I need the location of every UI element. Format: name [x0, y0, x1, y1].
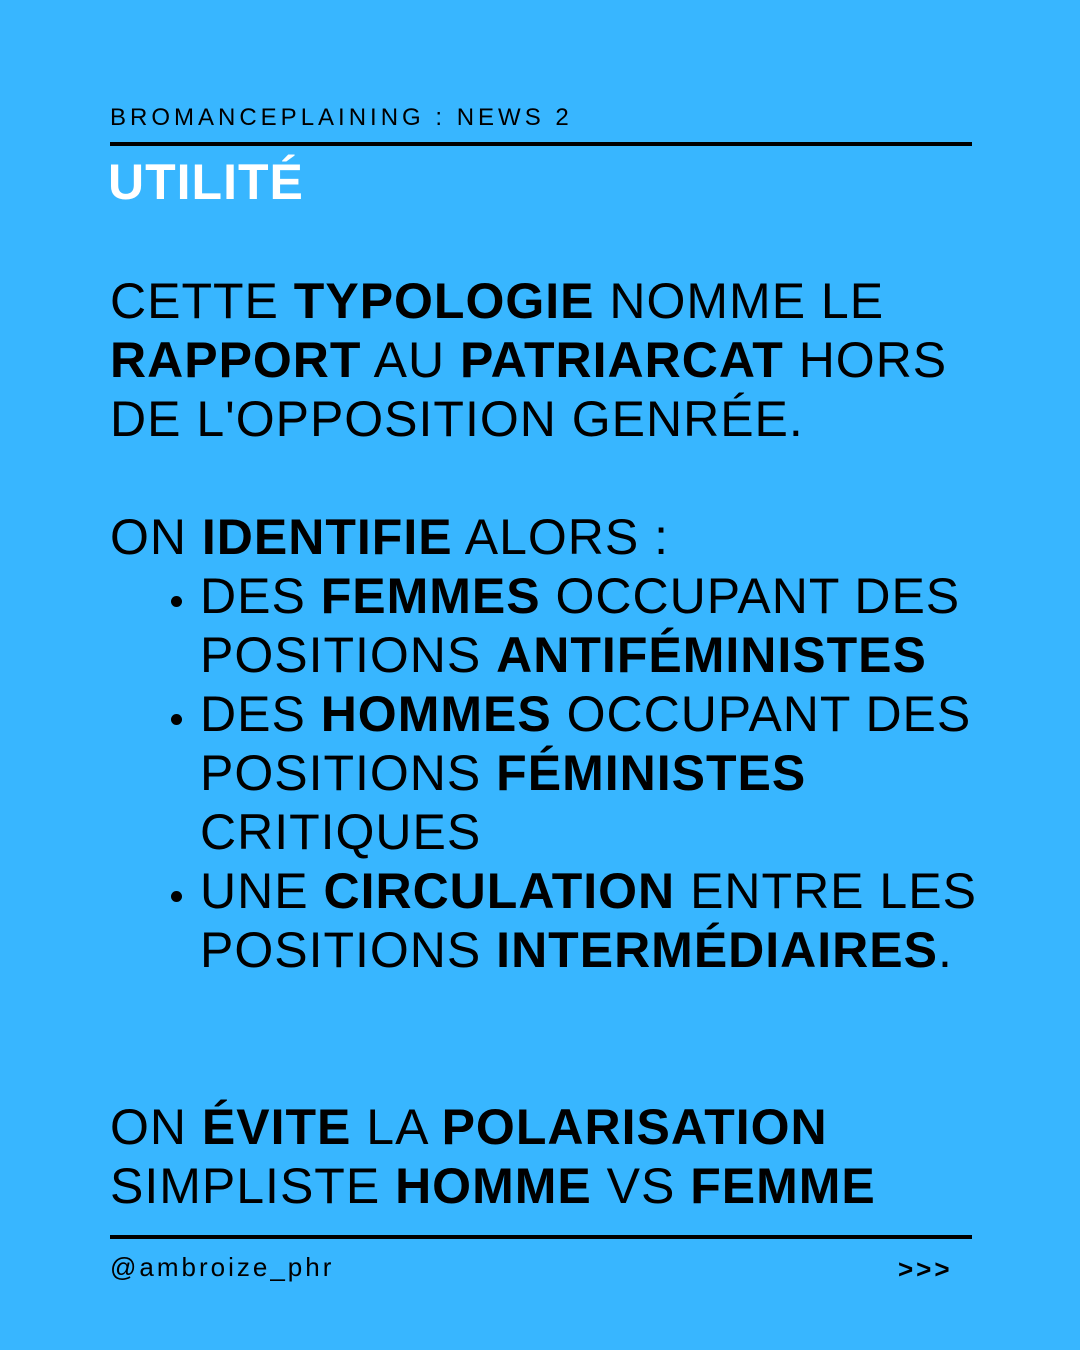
paragraph-conclusion: ON ÉVITE LA POLARISATION SIMPLISTE HOMME VS FEMME [110, 1099, 876, 1214]
list-item: • UNE CIRCULATION ENTRE LES POSITIONS INTERMÉDIAIRES. [200, 862, 1030, 980]
author-handle: @ambroize_phr [110, 1252, 335, 1282]
bullet-list [160, 567, 1030, 980]
next-arrow-indicator: >>> [898, 1254, 953, 1284]
series-label: BROMANCEPLAINING : NEWS 2 [110, 104, 573, 131]
page-title: UTILITÉ [108, 154, 304, 210]
list-item: • DES FEMMES OCCUPANT DES POSITIONS ANTIFÉMINISTES [200, 567, 1030, 685]
paragraph-identify: ON IDENTIFIE ALORS : [110, 509, 670, 565]
bottom-divider [110, 1235, 972, 1239]
top-divider [110, 142, 972, 146]
paragraph-typology: CETTE TYPOLOGIE NOMME LE RAPPORT AU PATRIARCAT HORS DE L'OPPOSITION GENRÉE. [110, 273, 948, 447]
list-item: • DES HOMMES OCCUPANT DES POSITIONS FÉMINISTES CRITIQUES [200, 685, 1030, 862]
